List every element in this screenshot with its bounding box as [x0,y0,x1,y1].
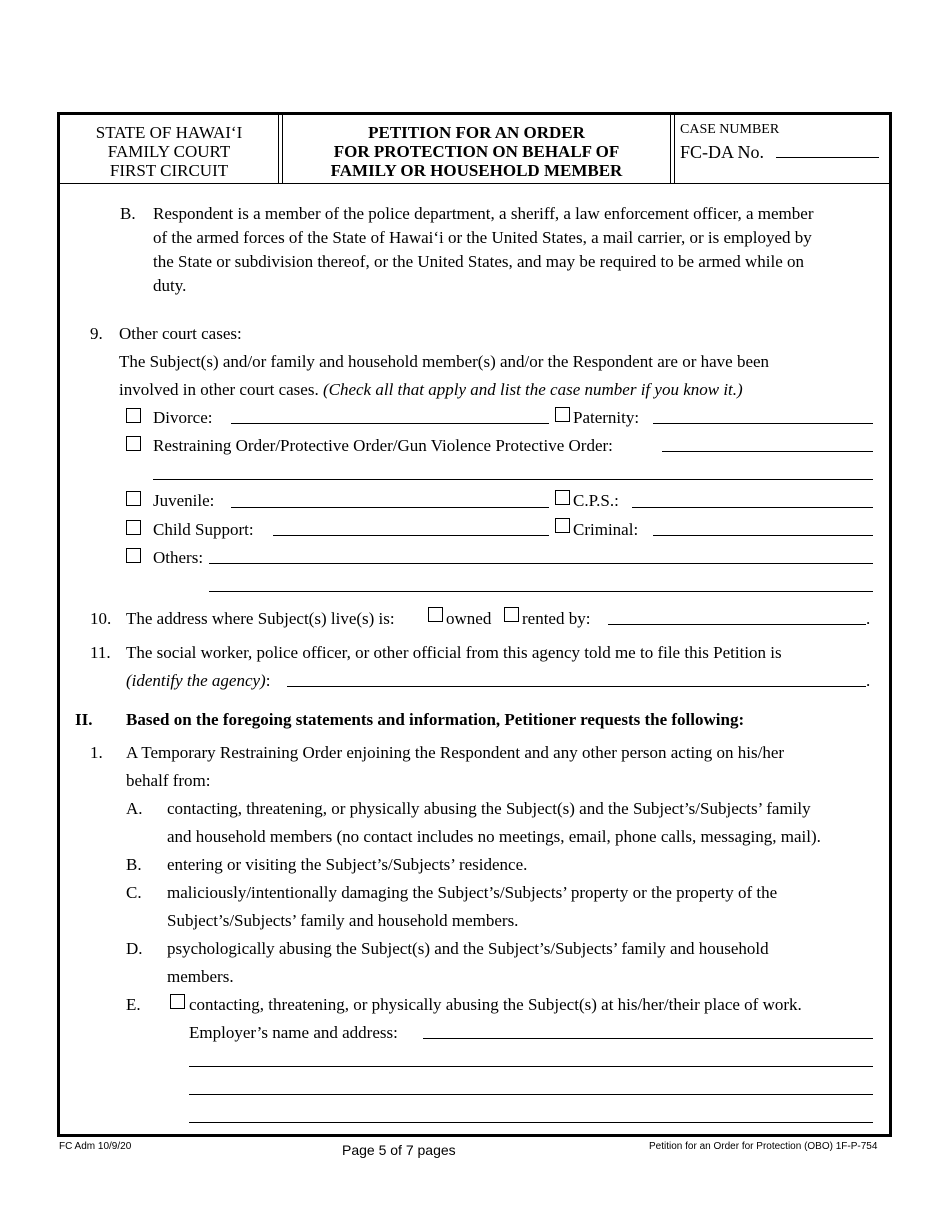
others-checkbox[interactable] [126,548,141,563]
item-11-agency-italic: (identify the agency) [126,671,266,690]
item-11-colon: : [265,671,271,690]
restraining-order-field[interactable] [662,451,873,452]
item-b-text: of the armed forces of the State of Hawaiʻi or the United States, a mail carrier, or is employed by [153,228,812,247]
juvenile-label: Juvenile: [153,491,215,510]
item-11-agency-label [126,671,270,691]
employer-field-continued[interactable] [189,1122,873,1123]
item-b-letter: B. [120,204,136,223]
item-a-text: and household members (no contact includes no meetings, email, phone calls, messaging, mail). [167,827,821,846]
rented-by-field[interactable] [608,624,866,625]
cps-checkbox[interactable] [555,490,570,505]
page-number: Page 5 of 7 pages [342,1142,456,1158]
section-2-heading: Based on the foregoing statements and information, Petitioner requests the following: [126,710,745,729]
item-b-text: the State or subdivision thereof, or the United States, and may be required to be armed while on [153,252,805,271]
item-b-text: duty. [153,276,187,295]
workplace-checkbox[interactable] [170,994,185,1009]
restraining-order-field-continued[interactable] [153,479,873,480]
court-name [60,123,278,180]
form-title [283,123,670,180]
divorce-label: Divorce: [153,408,213,427]
paternity-checkbox[interactable] [555,407,570,422]
item-9-text-italic: (Check all that apply and list the case number if you know it.) [322,380,743,399]
item-d-text: psychologically abusing the Subject(s) and the Subject’s/Subjects’ family and household [167,939,769,958]
item-d-letter: D. [126,939,143,958]
divorce-field[interactable] [231,423,549,424]
others-field-continued[interactable] [209,591,873,592]
employer-field-continued[interactable] [189,1094,873,1095]
item-11-text: The social worker, police officer, or other official from this agency told me to file this Petition is [126,643,782,662]
title-line: PETITION FOR AN ORDER [368,123,585,142]
item-1-number: 1. [90,743,103,762]
cps-field[interactable] [632,507,873,508]
item-b-text: Respondent is a member of the police department, a sheriff, a law enforcement officer, a member [153,204,814,223]
employer-field[interactable] [423,1038,873,1039]
item-9-number: 9. [90,324,103,343]
item-9-text-plain: involved in other court cases. [119,380,323,399]
rented-label: rented by: [522,609,591,628]
item-a-letter: A. [126,799,143,818]
owned-checkbox[interactable] [428,607,443,622]
rented-checkbox[interactable] [504,607,519,622]
title-line: FOR PROTECTION ON BEHALF OF [333,142,620,161]
juvenile-checkbox[interactable] [126,491,141,506]
others-label: Others: [153,548,204,567]
title-line: FAMILY OR HOUSEHOLD MEMBER [330,161,623,180]
cps-label: C.P.S.: [573,491,619,510]
case-number-label: CASE NUMBER [680,122,780,137]
item-e-text: contacting, threatening, or physically abusing the Subject(s) at his/her/their place of work. [189,995,802,1014]
header-divider [278,112,279,184]
item-11-period: . [866,671,871,690]
item-c-letter: C. [126,883,142,902]
employer-field-continued[interactable] [189,1066,873,1067]
court-line: FAMILY COURT [107,142,231,161]
item-11-number: 11. [90,643,111,662]
item-1-text: A Temporary Restraining Order enjoining the Respondent and any other person acting on his/her [126,743,785,762]
criminal-field[interactable] [653,535,873,536]
restraining-order-checkbox[interactable] [126,436,141,451]
footer-form-title: Petition for an Order for Protection (OBO) 1F-P-754 [649,1141,878,1152]
employer-label: Employer’s name and address: [189,1023,398,1042]
paternity-label: Paternity: [573,408,640,427]
case-number-field[interactable] [776,157,879,158]
child-support-label: Child Support: [153,520,254,539]
child-support-field[interactable] [273,535,549,536]
criminal-checkbox[interactable] [555,518,570,533]
item-10-period: . [866,609,871,628]
item-c-text: maliciously/intentionally damaging the Subject’s/Subjects’ property or the property of the [167,883,778,902]
section-2-numeral: II. [75,710,93,729]
restraining-order-label: Restraining Order/Protective Order/Gun Violence Protective Order: [153,436,613,455]
header-divider [670,112,671,184]
item-10-number: 10. [90,609,112,628]
item-9-heading: Other court cases: [119,324,242,343]
case-no-prefix: FC-DA No. [680,142,765,162]
divorce-checkbox[interactable] [126,408,141,423]
criminal-label: Criminal: [573,520,639,539]
item-b2-text: entering or visiting the Subject’s/Subjects’ residence. [167,855,528,874]
item-c-text: Subject’s/Subjects’ family and household members. [167,911,519,930]
agency-field[interactable] [287,686,866,687]
item-10-text: The address where Subject(s) live(s) is: [126,609,395,628]
paternity-field[interactable] [653,423,873,424]
footer-form-id: FC Adm 10/9/20 [59,1141,132,1152]
item-1-text: behalf from: [126,771,211,790]
others-field[interactable] [209,563,873,564]
juvenile-field[interactable] [231,507,549,508]
court-line: STATE OF HAWAIʻI [95,123,243,142]
item-9-text: The Subject(s) and/or family and household member(s) and/or the Respondent are or have been [119,352,770,371]
item-9-text [119,380,743,400]
item-a-text: contacting, threatening, or physically abusing the Subject(s) and the Subject’s/Subjects’ family [167,799,811,818]
child-support-checkbox[interactable] [126,520,141,535]
item-e-letter: E. [126,995,141,1014]
owned-label: owned [446,609,492,628]
court-line: FIRST CIRCUIT [109,161,229,180]
item-b2-letter: B. [126,855,142,874]
item-d-text: members. [167,967,234,986]
header-divider [674,112,675,184]
